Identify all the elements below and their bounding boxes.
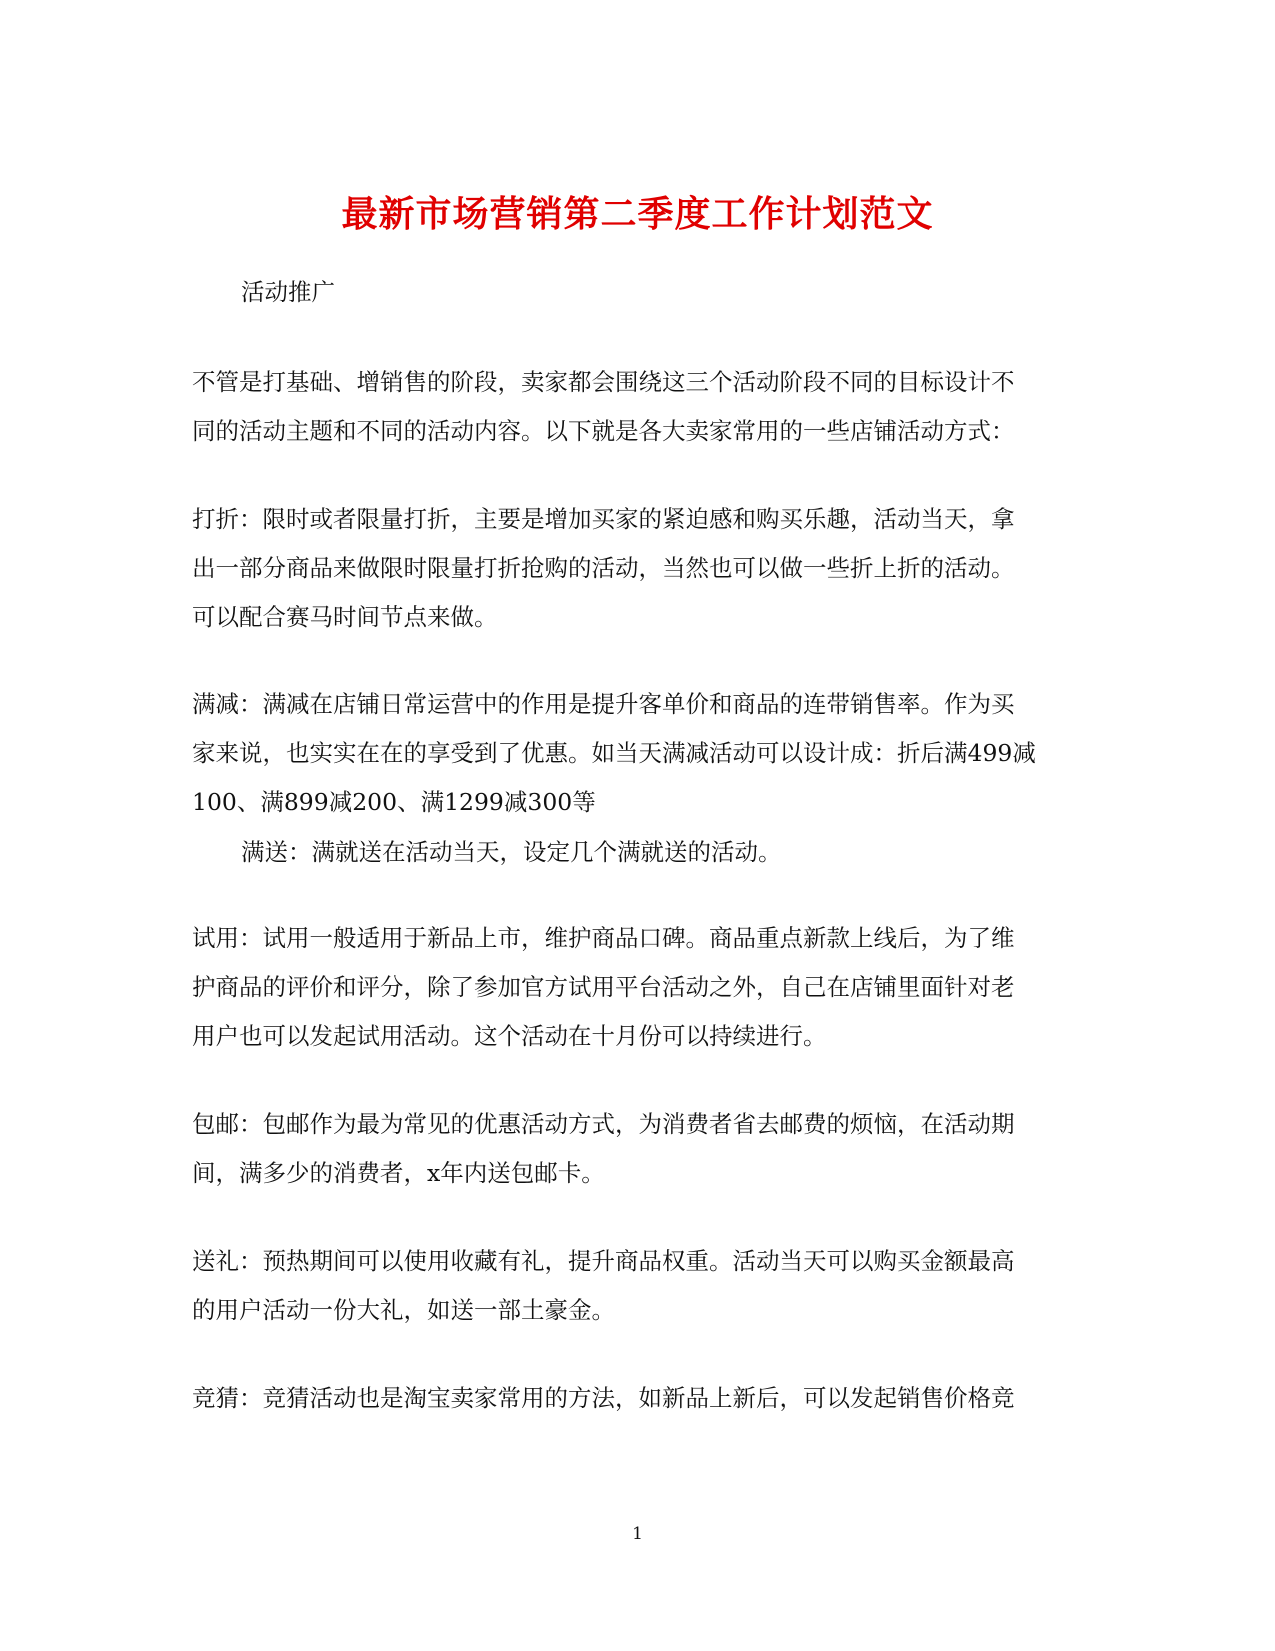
paragraph-line: 可以配合赛马时间节点来做。	[192, 603, 498, 631]
paragraph-line: 打折：限时或者限量打折，主要是增加买家的紧迫感和购买乐趣，活动当天，拿	[192, 505, 1015, 533]
paragraph-line: 100、满899减200、满1299减300等	[192, 788, 596, 816]
paragraph-line: 的用户活动一份大礼，如送一部土豪金。	[192, 1296, 615, 1324]
paragraph-line: 间，满多少的消费者，x年内送包邮卡。	[192, 1159, 605, 1187]
paragraph-line: 用户也可以发起试用活动。这个活动在十月份可以持续进行。	[192, 1022, 827, 1050]
paragraph-guessing	[192, 1374, 1082, 1423]
paragraph-trial	[192, 914, 1082, 1061]
paragraph-line: 满减：满减在店铺日常运营中的作用是提升客单价和商品的连带销售率。作为买	[192, 690, 1015, 718]
page-number: 1	[632, 1524, 643, 1544]
paragraph-line: 活动推广	[241, 278, 335, 306]
paragraph-discount	[192, 495, 1082, 642]
document-title: 最新市场营销第二季度工作计划范文	[341, 193, 934, 236]
paragraph-line: 不管是打基础、增销售的阶段，卖家都会围绕这三个活动阶段不同的目标设计不	[192, 368, 1015, 396]
paragraph-line: 满送：满就送在活动当天，设定几个满就送的活动。	[241, 838, 782, 866]
paragraph-intro	[192, 358, 1082, 456]
paragraph-line: 家来说，也实实在在的享受到了优惠。如当天满减活动可以设计成：折后满499减	[192, 739, 1036, 767]
paragraph-full-reduction	[192, 680, 1082, 827]
paragraph-gift	[192, 1237, 1082, 1335]
paragraph-free-shipping	[192, 1100, 1082, 1198]
paragraph-line: 送礼：预热期间可以使用收藏有礼，提升商品权重。活动当天可以购买金额最高	[192, 1247, 1015, 1275]
paragraph-line: 护商品的评价和评分，除了参加官方试用平台活动之外，自己在店铺里面针对老	[192, 973, 1015, 1001]
paragraph-line: 竞猜：竞猜活动也是淘宝卖家常用的方法，如新品上新后，可以发起销售价格竞	[192, 1384, 1015, 1412]
paragraph-full-gift	[192, 828, 1131, 877]
paragraph-line: 出一部分商品来做限时限量打折抢购的活动，当然也可以做一些折上折的活动。	[192, 554, 1015, 582]
paragraph-activity-promotion	[192, 268, 1131, 317]
paragraph-line: 包邮：包邮作为最为常见的优惠活动方式，为消费者省去邮费的烦恼，在活动期	[192, 1110, 1015, 1138]
paragraph-line: 试用：试用一般适用于新品上市，维护商品口碑。商品重点新款上线后，为了维	[192, 924, 1015, 952]
paragraph-line: 同的活动主题和不同的活动内容。以下就是各大卖家常用的一些店铺活动方式：	[192, 417, 1015, 445]
